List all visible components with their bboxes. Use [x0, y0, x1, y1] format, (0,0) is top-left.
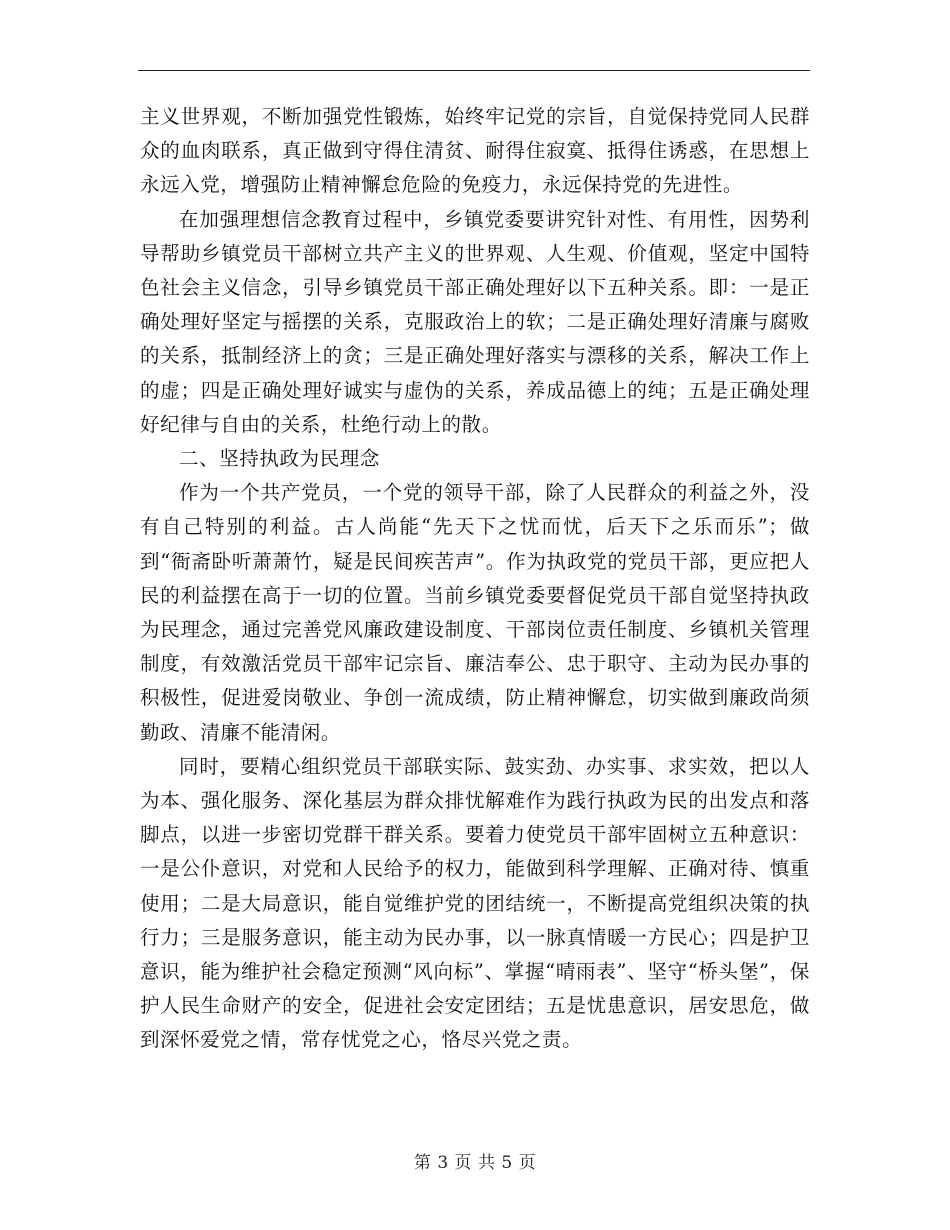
paragraph-4: 同时，要精心组织党员干部联实际、鼓实劲、办实事、求实效，把以人为本、强化服务、深化基层为群众排忧解难作为践行执政为民的出发点和落脚点，以进一步密切党群干群关系。要着力使党员干部牢固树立五种意识：一是公仆意识，对党和人民给予的权力，能做到科学理解、正确对待、慎重使用；二是大局意识，能自觉维护党的团结统一，不断提高党组织决策的执行力；三是服务意识，能主动为民办事，以一脉真情暖一方民心；四是护卫意识，能为维护社会稳定预测“风向标”、掌握“晴雨表”、坚守“桥头堡”，保护人民生命财产的安全，促进社会安定团结；五是忧患意识，居安思危，做到深怀爱党之情，常存忧党之心，恪尽兴党之责。 — [140, 754, 810, 1052]
header-rule — [138, 70, 810, 71]
paragraph-1: 主义世界观，不断加强党性锻炼，始终牢记党的宗旨，自觉保持党同人民群众的血肉联系，真正做到守得住清贫、耐得住寂寞、抵得住诱惑，在思想上永远入党，增强防止精神懈怠危险的免疫力，永远保持党的先进性。 — [140, 105, 810, 197]
document-body — [140, 100, 810, 1058]
paragraph-2: 在加强理想信念教育过程中，乡镇党委要讲究针对性、有用性，因势利导帮助乡镇党员干部树立共产主义的世界观、人生观、价值观，坚定中国特色社会主义信念，引导乡镇党员干部正确处理好以下五种关系。即：一是正确处理好坚定与摇摆的关系，克服政治上的软；二是正确处理好清廉与腐败的关系，抵制经济上的贪；三是正确处理好落实与漂移的关系，解决工作上的虚；四是正确处理好诚实与虚伪的关系，养成品德上的纯；五是正确处理好纪律与自由的关系，杜绝行动上的散。 — [140, 207, 810, 436]
page-number: 第 3 页 共 5 页 — [413, 1153, 537, 1173]
paragraph-3: 作为一个共产党员，一个党的领导干部，除了人民群众的利益之外，没有自己特别的利益。古人尚能“先天下之忧而忧，后天下之乐而乐”；做到“衙斋卧听萧萧竹，疑是民间疾苦声”。作为执政党的党员干部，更应把人民的利益摆在高于一切的位置。当前乡镇党委要督促党员干部自觉坚持执政为民理念，通过完善党风廉政建设制度、干部岗位责任制度、乡镇机关管理制度，有效激活党员干部牢记宗旨、廉洁奉公、忠于职守、主动为民办事的积极性，促进爱岗敬业、争创一流成绩，防止精神懈怠，切实做到廉政尚须勤政、清廉不能清闲。 — [140, 481, 810, 744]
section-heading: 二、坚持执政为民理念 — [179, 447, 381, 471]
